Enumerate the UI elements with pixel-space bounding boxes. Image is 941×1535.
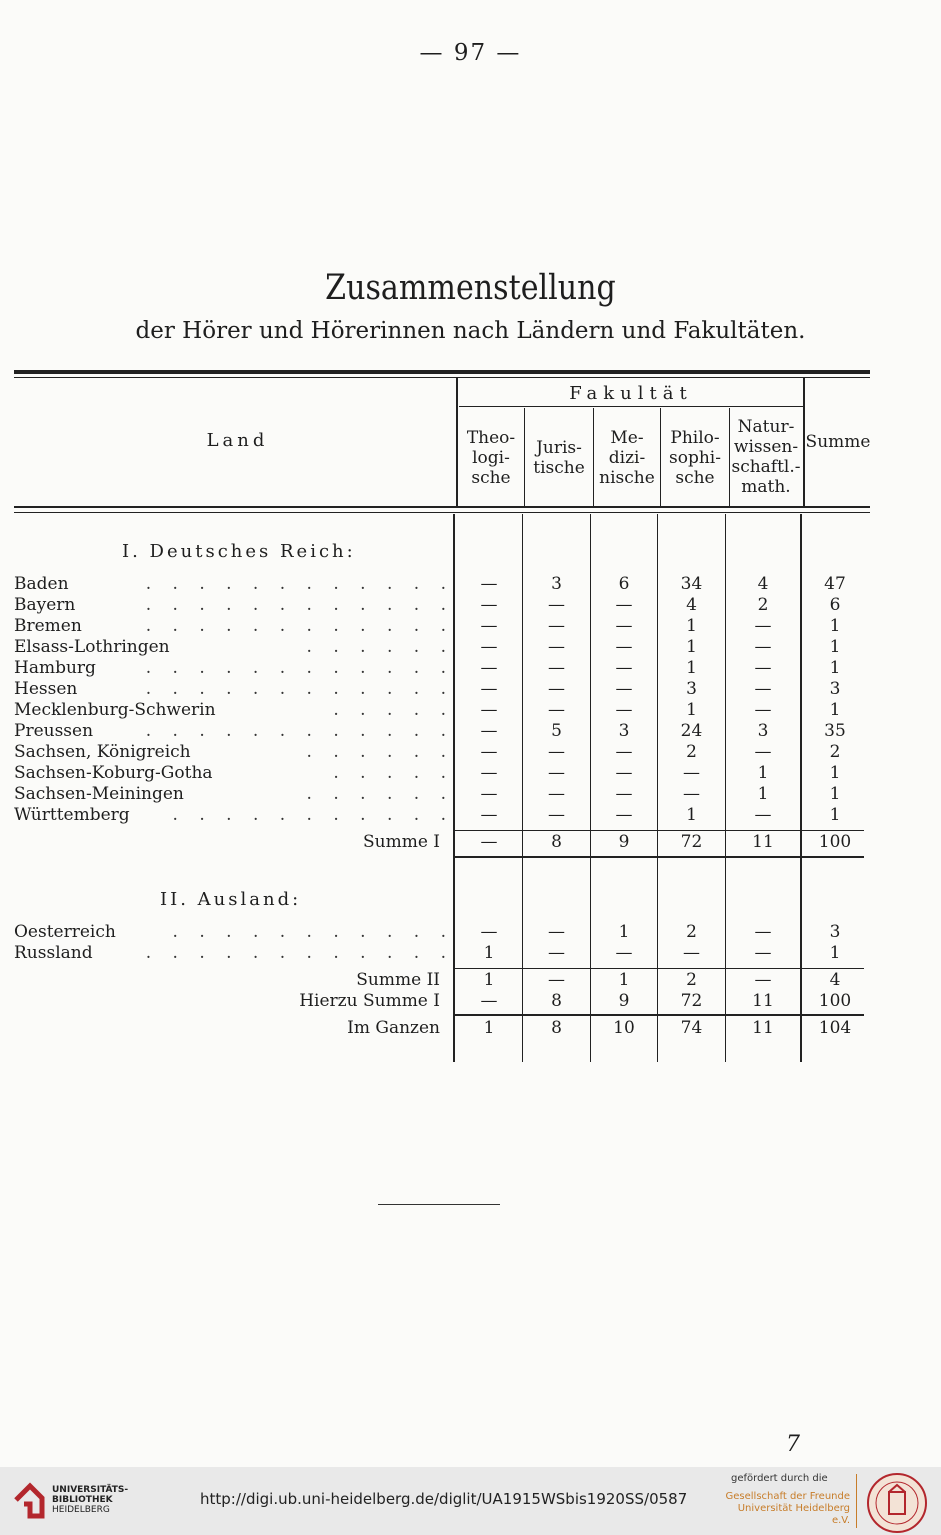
table-cell: — [615, 805, 633, 825]
table-cell: 3 [686, 679, 697, 699]
row-country-name: Sachsen-Meiningen [14, 784, 184, 804]
table-cell: 1 [483, 1018, 495, 1038]
table-cell: 1 [829, 700, 841, 720]
table-cell: 3 [829, 679, 841, 699]
sponsor-line: gefördert durch die [731, 1473, 828, 1484]
table-cell: 3 [757, 721, 769, 741]
library-name: UNIVERSITÄTS- BIBLIOTHEK HEIDELBERG [52, 1485, 129, 1515]
table-top-rule-thin [14, 377, 870, 378]
table-cell: — [548, 637, 565, 657]
footer-url-link[interactable]: http://digi.ub.uni-heidelberg.de/diglit/UA1915WSbis1920SS/0587 [200, 1490, 688, 1508]
table-cell: 1 [757, 784, 769, 804]
table-cell: 3 [829, 922, 841, 942]
table-cell: — [480, 637, 498, 657]
row-country-name: Bremen [14, 616, 82, 636]
row-country-name: Sachsen-Koburg-Gotha [14, 763, 213, 783]
header-bottom-rule [14, 506, 870, 508]
table-cell: — [615, 784, 633, 804]
footer-separator [856, 1474, 857, 1528]
table-cell: 1 [829, 658, 841, 678]
table-cell: — [548, 742, 565, 762]
table-cell: 1 [483, 943, 495, 963]
header-vline-3 [660, 408, 661, 506]
table-cell: 9 [618, 832, 630, 852]
table-cell: 5 [551, 721, 562, 741]
table-cell: — [754, 742, 772, 762]
table-top-rule [14, 370, 870, 374]
table-cell: 1 [686, 637, 697, 657]
table-cell: 1 [829, 637, 841, 657]
row-leader-dots: . . . . . [333, 763, 454, 783]
summe2-rule [453, 968, 864, 969]
table-cell: — [615, 658, 633, 678]
table-cell: — [615, 700, 633, 720]
table-cell: — [548, 700, 565, 720]
table-cell: 1 [618, 922, 630, 942]
table-cell: — [548, 922, 565, 942]
header-vline-2 [593, 408, 594, 506]
header-fakultaet: Fakultät [569, 383, 693, 404]
row-country-name: Preussen [14, 721, 94, 741]
table-cell: — [548, 805, 565, 825]
table-cell: 1 [686, 805, 697, 825]
table-cell: 34 [680, 574, 703, 594]
table-cell: — [754, 700, 772, 720]
table-cell: 8 [551, 1018, 562, 1038]
table-cell: 1 [829, 805, 841, 825]
handwritten-mark: 7 [786, 1432, 800, 1457]
row-country-name: Hessen [14, 679, 78, 699]
table-cell: — [548, 679, 565, 699]
fakultaet-underline [459, 406, 803, 407]
table-cell: — [480, 742, 498, 762]
header-summe: Summe [805, 432, 871, 452]
table-cell: 74 [680, 1018, 703, 1038]
table-cell: 1 [686, 700, 697, 720]
table-cell: 6 [829, 595, 841, 615]
table-cell: — [754, 637, 772, 657]
table-cell: — [480, 805, 498, 825]
table-cell: — [480, 616, 498, 636]
end-rule [378, 1204, 500, 1205]
table-cell: 6 [618, 574, 630, 594]
table-cell: 4 [686, 595, 697, 615]
table-cell: — [683, 763, 700, 783]
row-country-name: Russland [14, 943, 93, 963]
row-leader-dots: . . . . . [333, 700, 454, 720]
table-cell: 1 [483, 970, 495, 990]
table-cell: — [480, 721, 498, 741]
row-leader-dots: . . . . . . [306, 637, 454, 657]
table-cell: — [480, 658, 498, 678]
header-vline-1 [524, 408, 525, 506]
table-cell: 2 [686, 922, 697, 942]
page-subtitle: der Hörer und Hörerinnen nach Ländern und Fakultäten. [135, 318, 806, 344]
table-cell: 24 [680, 721, 703, 741]
table-cell: — [754, 970, 772, 990]
table-cell: — [615, 742, 633, 762]
row-leader-dots: . . . . . . . . . . . [172, 922, 454, 942]
table-cell: — [548, 943, 565, 963]
row-country-name: Mecklenburg-Schwerin [14, 700, 216, 720]
header-medizinische: Me- dizi- nische [599, 428, 655, 488]
table-cell: 1 [829, 943, 841, 963]
table-cell: — [480, 700, 498, 720]
table-cell: 4 [829, 970, 841, 990]
header-juristische: Juris- tische [533, 438, 585, 478]
table-cell: — [480, 991, 498, 1011]
table-cell: — [548, 784, 565, 804]
row-country-name: Sachsen, Königreich [14, 742, 191, 762]
row-country-name: Elsass-Lothringen [14, 637, 170, 657]
table-cell: 1 [829, 616, 841, 636]
table-cell: — [480, 595, 498, 615]
table-cell: 9 [618, 991, 630, 1011]
table-cell: — [548, 970, 565, 990]
table-cell: 1 [686, 616, 697, 636]
table-cell: 2 [757, 595, 769, 615]
row-country-name: Baden [14, 574, 69, 594]
row-leader-dots: . . . . . . . . . . . [172, 805, 454, 825]
table-cell: 100 [818, 832, 852, 852]
table-cell: 10 [613, 1018, 635, 1038]
header-land: Land [206, 430, 269, 451]
row-leader-dots: . . . . . . [306, 784, 454, 804]
table-cell: — [548, 595, 565, 615]
row-leader-dots: . . . . . . . . . . . . [145, 595, 454, 615]
table-cell: — [615, 763, 633, 783]
table-cell: 2 [829, 742, 841, 762]
table-cell: — [480, 832, 498, 852]
row-country-name: Württemberg [14, 805, 130, 825]
table-cell: — [754, 658, 772, 678]
section-ausland: II. Ausland: [160, 889, 302, 910]
row-country-name: Hamburg [14, 658, 96, 678]
table-cell: 8 [551, 991, 562, 1011]
library-logo-icon [12, 1480, 46, 1522]
summe1-label: Summe I [362, 832, 440, 852]
table-cell: 72 [680, 991, 703, 1011]
table-cell: 1 [757, 763, 769, 783]
summe1-rule [453, 830, 864, 831]
table-cell: 1 [829, 763, 841, 783]
section-deutsches-reich: I. Deutsches Reich: [122, 541, 356, 562]
header-theologische: Theo- logi- sche [466, 428, 516, 488]
row-leader-dots: . . . . . . . . . . . . [145, 679, 454, 699]
university-seal-icon [866, 1472, 928, 1534]
table-cell: — [754, 679, 772, 699]
table-cell: — [615, 679, 633, 699]
table-cell: 4 [757, 574, 769, 594]
table-cell: — [615, 616, 633, 636]
page-title: Zusammenstellung [325, 268, 616, 308]
table-cell: 11 [752, 1018, 774, 1038]
table-cell: 2 [686, 970, 697, 990]
table-cell: 3 [618, 721, 630, 741]
ganzen-rule [453, 1014, 864, 1016]
table-cell: — [480, 784, 498, 804]
table-cell: — [754, 922, 772, 942]
table-cell: 2 [686, 742, 697, 762]
row-country-name: Oesterreich [14, 922, 116, 942]
header-philosophische: Philo- sophi- sche [669, 428, 721, 488]
table-cell: — [480, 922, 498, 942]
summe2-label: Summe II [356, 970, 440, 990]
header-bottom-rule-thin [14, 512, 870, 513]
table-cell: 72 [680, 832, 703, 852]
table-cell: — [615, 637, 633, 657]
ganzen-label: Im Ganzen [347, 1018, 440, 1038]
table-cell: 11 [752, 832, 774, 852]
row-leader-dots: . . . . . . . . . . . . [145, 943, 454, 963]
row-leader-dots: . . . . . . . . . . . . [145, 658, 454, 678]
row-leader-dots: . . . . . . . . . . . . [145, 616, 454, 636]
table-cell: — [615, 595, 633, 615]
row-leader-dots: . . . . . . . . . . . . [145, 574, 454, 594]
table-cell: — [615, 943, 633, 963]
table-cell: 1 [829, 784, 841, 804]
table-cell: — [754, 943, 772, 963]
table-cell: 47 [824, 574, 846, 594]
table-cell: 1 [618, 970, 630, 990]
table-cell: 1 [686, 658, 697, 678]
table-cell: — [683, 943, 700, 963]
table-cell: — [480, 574, 498, 594]
table-cell: — [548, 763, 565, 783]
row-leader-dots: . . . . . . . . . . . . [145, 721, 454, 741]
table-cell: 35 [824, 721, 846, 741]
table-cell: — [754, 616, 772, 636]
header-naturwiss: Natur- wissen- schaftl.- math. [731, 417, 801, 497]
table-cell: 11 [752, 991, 774, 1011]
hierzu-label: Hierzu Summe I [299, 991, 440, 1011]
row-country-name: Bayern [14, 595, 76, 615]
row-leader-dots: . . . . . . [306, 742, 454, 762]
table-cell: — [480, 763, 498, 783]
table-cell: — [754, 805, 772, 825]
sponsor-name: Gesellschaft der Freunde Universität Heidelberg e.V. [725, 1491, 850, 1526]
page-number: — 97 — [419, 40, 522, 66]
table-cell: — [683, 784, 700, 804]
table-cell: 8 [551, 832, 562, 852]
table-cell: 3 [551, 574, 562, 594]
table-cell: — [480, 679, 498, 699]
summe1-rule-bottom [453, 856, 864, 858]
table-cell: 104 [818, 1018, 852, 1038]
table-cell: 100 [818, 991, 852, 1011]
table-cell: — [548, 658, 565, 678]
table-cell: — [548, 616, 565, 636]
header-vline-land [456, 378, 458, 506]
